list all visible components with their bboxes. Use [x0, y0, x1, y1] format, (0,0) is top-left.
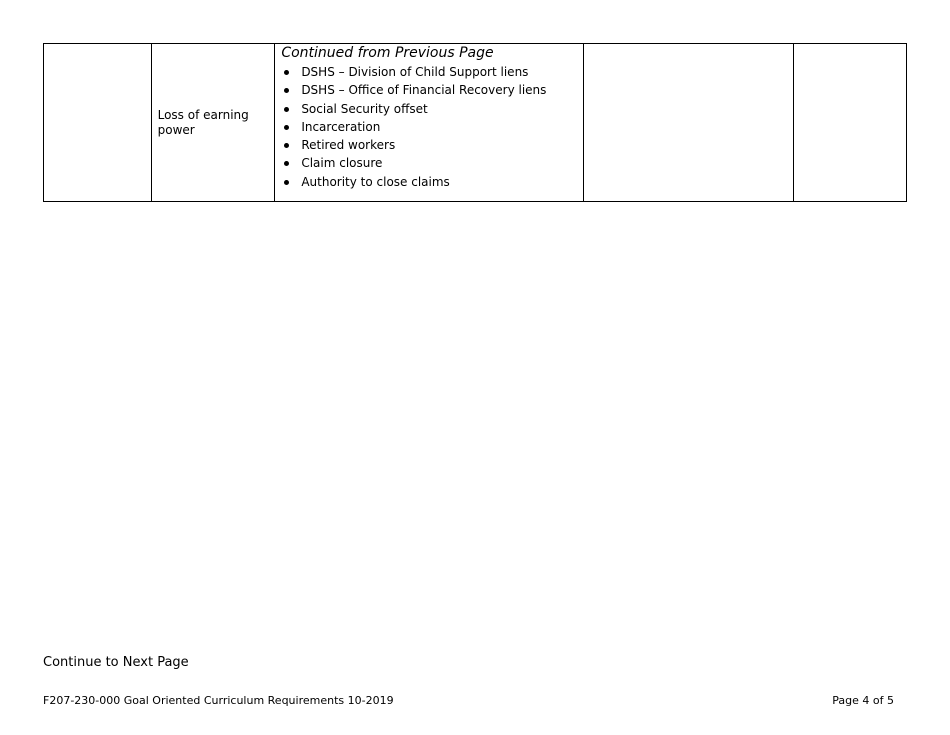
curriculum-table [43, 43, 907, 202]
empty-cell-4 [584, 44, 794, 202]
topic-cell [151, 44, 275, 202]
list-item: Social Security offset [281, 100, 579, 118]
content-cell [275, 44, 584, 202]
continue-note: Continue to Next Page [43, 655, 189, 670]
list-item: Retired workers [281, 136, 579, 154]
footer-page-number: Page 4 of 5 [832, 694, 894, 707]
empty-cell-5 [794, 44, 907, 202]
list-item: Incarceration [281, 118, 579, 136]
footer-doc-id: F207-230-000 Goal Oriented Curriculum Requirements 10-2019 [43, 694, 394, 707]
topic-text: Loss of earning power [157, 107, 249, 137]
list-item: Claim closure [281, 154, 579, 172]
empty-cell-1 [44, 44, 152, 202]
table-row [44, 44, 907, 202]
bullet-list [281, 63, 579, 191]
list-item: Authority to close claims [281, 173, 579, 191]
list-item: DSHS – Division of Child Support liens [281, 63, 579, 81]
list-item: DSHS – Office of Financial Recovery liens [281, 81, 579, 99]
continued-heading: Continued from Previous Page [281, 45, 494, 61]
